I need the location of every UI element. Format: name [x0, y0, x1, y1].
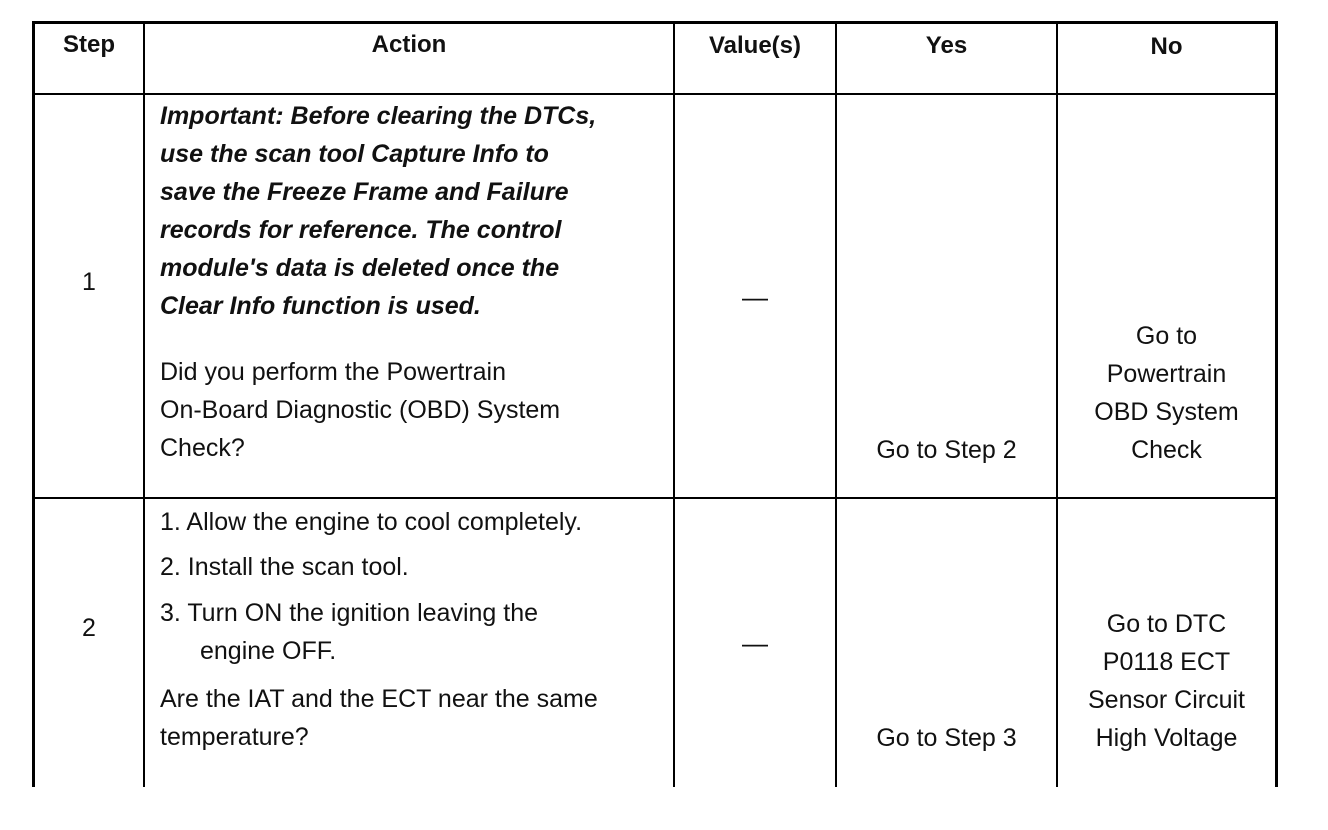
- row1-step: 1: [82, 268, 96, 296]
- question-line: Are the IAT and the ECT near the same: [160, 685, 598, 713]
- row1-no: [1058, 317, 1275, 469]
- col-divider-action: [143, 21, 145, 787]
- row2-no: [1058, 605, 1275, 757]
- left-border: [32, 21, 35, 787]
- header-no: No: [1150, 33, 1183, 60]
- row2-item-3: 3. Turn ON the ignition leaving the: [160, 599, 539, 627]
- row2-yes: Go to Step 3: [876, 724, 1017, 752]
- header-values: Value(s): [708, 32, 802, 59]
- row1-question: [160, 353, 670, 467]
- row1-yes: Go to Step 2: [876, 436, 1017, 464]
- no-line: Go to DTC: [1106, 610, 1227, 638]
- col-divider-yes: [835, 21, 837, 787]
- row2-question: [160, 680, 670, 756]
- no-line: Check: [1131, 436, 1202, 464]
- row2-item-2: 2. Install the scan tool.: [160, 553, 409, 581]
- important-line: Clear Info function is used.: [160, 292, 481, 320]
- row-divider: [32, 497, 1278, 499]
- row2-step: 2: [82, 614, 96, 642]
- important-line: records for reference. The control: [160, 216, 562, 244]
- no-line: Powertrain: [1106, 360, 1227, 388]
- right-border: [1275, 21, 1278, 787]
- header-step: Step: [62, 31, 115, 58]
- no-line: High Voltage: [1095, 724, 1238, 752]
- no-line: OBD System: [1094, 398, 1239, 426]
- important-line: Important: Before clearing the DTCs,: [160, 102, 597, 130]
- no-line: P0118 ECT: [1102, 648, 1231, 676]
- important-line: use the scan tool Capture Info to: [160, 140, 549, 168]
- row1-important-note: [160, 97, 670, 325]
- question-line: Check?: [160, 434, 245, 462]
- header-divider: [32, 93, 1278, 95]
- no-line: Go to: [1135, 322, 1198, 350]
- header-action: Action: [371, 31, 447, 58]
- important-line: save the Freeze Frame and Failure: [160, 178, 569, 206]
- col-divider-values: [673, 21, 675, 787]
- row2-item-3-cont: engine OFF.: [200, 637, 337, 665]
- important-line: module's data is deleted once the: [160, 254, 560, 282]
- no-line: Sensor Circuit: [1088, 686, 1245, 714]
- row1-values: —: [742, 282, 768, 312]
- row2-values: —: [742, 628, 768, 658]
- question-line: On-Board Diagnostic (OBD) System: [160, 396, 561, 424]
- top-border: [32, 21, 1278, 24]
- header-yes: Yes: [925, 32, 968, 59]
- question-line: temperature?: [160, 723, 309, 751]
- row2-item-1: 1. Allow the engine to cool completely.: [160, 508, 583, 536]
- question-line: Did you perform the Powertrain: [160, 358, 506, 386]
